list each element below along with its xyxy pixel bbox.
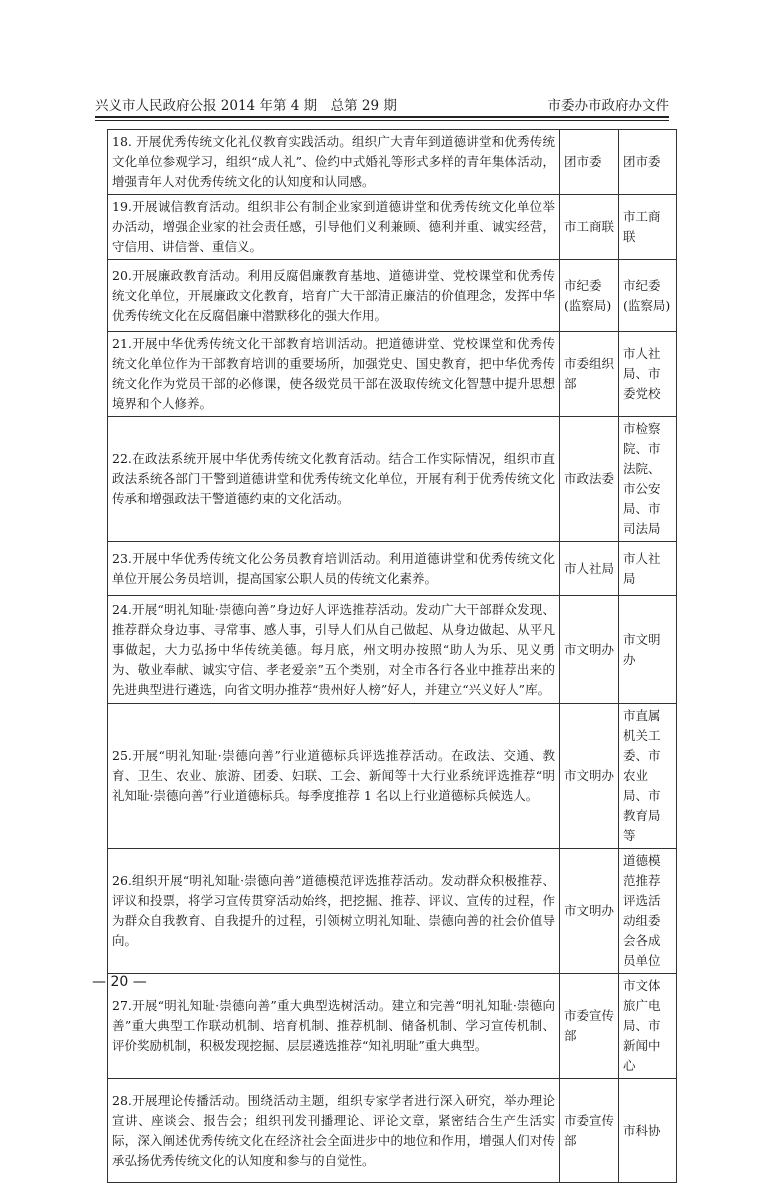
task-content: 18. 开展优秀传统文化礼仪教育实践活动。组织广大青年到道德讲堂和优秀传统文化单位参观学习，组织“成人礼”、俭约中式婚礼等形式多样的青年集体活动，增强青年人对优秀传统文化的认知度和认同感。	[108, 130, 560, 195]
lead-unit: 市文明办	[560, 849, 619, 974]
lead-unit: 团市委	[560, 130, 619, 195]
table-row	[108, 195, 677, 260]
document-category: 市委办市政府办文件	[547, 98, 669, 114]
page-number: — 20 —	[92, 974, 147, 990]
lead-unit: 市委宣传部	[560, 974, 619, 1079]
lead-unit: 市文明办	[560, 704, 619, 849]
header-rule-thick	[95, 116, 669, 118]
task-content: 28.开展理论传播活动。围绕活动主题，组织专家学者进行深入研究，举办理论宣讲、座谈会、报告会；组织刊发刊播理论、评论文章，紧密结合生产生活实际，深入阐述优秀传统文化在经济社会全面进步中的地位和作用，增强人们对传承弘扬优秀传统文化的认知度和参与的自觉性。	[108, 1079, 560, 1183]
partner-unit: 市文明办	[619, 596, 677, 704]
partner-unit: 道德模范推荐评选活动组委会各成员单位	[619, 849, 677, 974]
task-content: 26.组织开展“明礼知耻·崇德向善”道德模范评选推荐活动。发动群众积极推荐、评议和投票，将学习宣传贯穿活动始终，把挖掘、推荐、评议、宣传的过程，作为群众自我教育、自我提升的过程，引领树立明礼知耻、崇德向善的社会价值导向。	[108, 849, 560, 974]
lead-unit: 市纪委(监察局)	[560, 260, 619, 332]
partner-unit: 市人社局	[619, 542, 677, 596]
lead-unit: 市人社局	[560, 542, 619, 596]
lead-unit: 市委宣传部	[560, 1079, 619, 1183]
task-content: 19.开展诚信教育活动。组织非公有制企业家到道德讲堂和优秀传统文化单位举办活动，增强企业家的社会责任感，引导他们义利兼顾、德利并重、诚实经营，守信用、讲信誉、重信义。	[108, 195, 560, 260]
partner-unit: 市科协	[619, 1079, 677, 1183]
bulletin-title: 兴义市人民政府公报 2014 年第 4 期 总第 29 期	[95, 98, 397, 114]
partner-unit: 市检察院、市法院、市公安局、市司法局	[619, 417, 677, 542]
task-content: 22.在政法系统开展中华优秀传统文化教育活动。结合工作实际情况，组织市直政法系统各部门干警到道德讲堂和优秀传统文化单位，开展有利于优秀传统文化传承和增强政法干警道德约束的文化活动。	[108, 417, 560, 542]
partner-unit: 市文体旅广电局、市新闻中心	[619, 974, 677, 1079]
table-row	[108, 260, 677, 332]
task-content: 27.开展“明礼知耻·崇德向善”重大典型选树活动。建立和完善“明礼知耻·崇德向善”重大典型工作联动机制、培育机制、推荐机制、储备机制、学习宣传机制、评价奖励机制，积极发现挖掘、层层遴选推荐“知礼明耻”重大典型。	[108, 974, 560, 1079]
task-content: 25.开展“明礼知耻·崇德向善”行业道德标兵评选推荐活动。在政法、交通、教育、卫生、农业、旅游、团委、妇联、工会、新闻等十大行业系统评选推荐“明礼知耻·崇德向善”行业道德标兵。每季度推荐 1 名以上行业道德标兵候选人。	[108, 704, 560, 849]
task-content: 21.开展中华优秀传统文化干部教育培训活动。把道德讲堂、党校课堂和优秀传统文化单位作为干部教育培训的重要场所，加强党史、国史教育，把中华优秀传统文化作为党员干部的必修课，使各级党员干部在汲取传统文化智慧中提升思想境界和个人修养。	[108, 332, 560, 417]
table-row	[108, 417, 677, 542]
header-rule-thin	[95, 120, 669, 121]
task-content: 20.开展廉政教育活动。利用反腐倡廉教育基地、道德讲堂、党校课堂和优秀传统文化单位，开展廉政文化教育，培育广大干部清正廉洁的价值理念，发挥中华优秀传统文化在反腐倡廉中潜默移化的强大作用。	[108, 260, 560, 332]
partner-unit: 市工商联	[619, 195, 677, 260]
table-row	[108, 1079, 677, 1183]
lead-unit: 市政法委	[560, 417, 619, 542]
task-content: 23.开展中华优秀传统文化公务员教育培训活动。利用道德讲堂和优秀传统文化单位开展公务员培训，提高国家公职人员的传统文化素养。	[108, 542, 560, 596]
partner-unit: 市人社局、市委党校	[619, 332, 677, 417]
table-row	[108, 130, 677, 195]
task-table	[107, 129, 677, 1183]
page-header	[95, 94, 669, 116]
table-row	[108, 849, 677, 974]
lead-unit: 市工商联	[560, 195, 619, 260]
partner-unit: 市直属机关工委、市农业局、市教育局等	[619, 704, 677, 849]
table-row	[108, 704, 677, 849]
lead-unit: 市委组织部	[560, 332, 619, 417]
table-row	[108, 596, 677, 704]
table-row	[108, 542, 677, 596]
task-content: 24.开展“明礼知耻·崇德向善”身边好人评选推荐活动。发动广大干部群众发现、推荐群众身边事、寻常事、感人事，引导人们从自己做起、从身边做起、从平凡事做起，大力弘扬中华传统美德。每月底，州文明办按照“助人为乐、见义勇为、敬业奉献、诚实守信、孝老爱亲”五个类别，对全市各行各业中推荐出来的先进典型进行遴选，向省文明办推荐“贵州好人榜”好人，并建立“兴义好人”库。	[108, 596, 560, 704]
partner-unit: 团市委	[619, 130, 677, 195]
table-row	[108, 332, 677, 417]
table-row	[108, 974, 677, 1079]
partner-unit: 市纪委(监察局)	[619, 260, 677, 332]
lead-unit: 市文明办	[560, 596, 619, 704]
